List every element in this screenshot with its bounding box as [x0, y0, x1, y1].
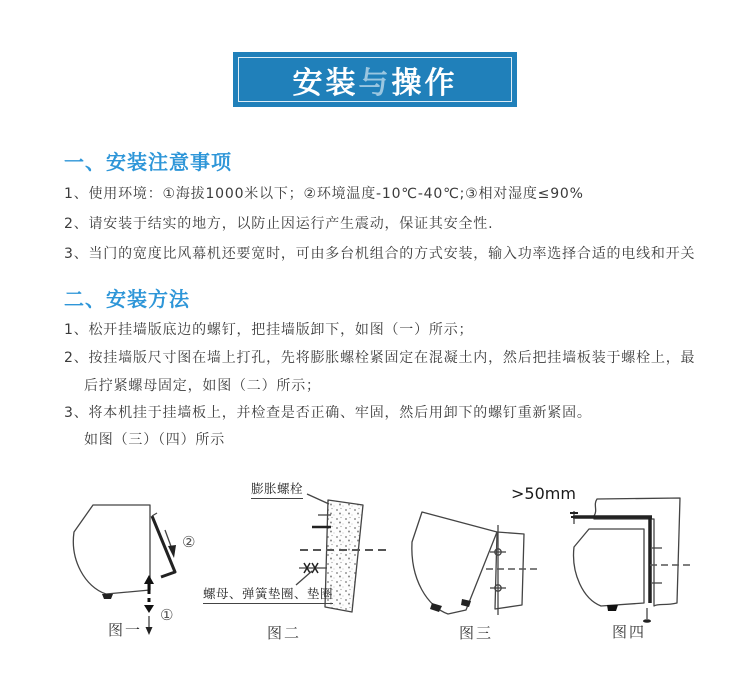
section1-note-2: 2、请安装于结实的地方，以防止因运行产生震动，保证其安全性. [64, 216, 494, 232]
screw-icon-top [570, 511, 578, 524]
section2-step-2-cont: 后拧紧螺母固定，如图（二）所示； [84, 378, 321, 394]
clearance-dimension: >50mm [511, 484, 576, 503]
wall-plate [495, 532, 524, 609]
title-banner-frame [238, 57, 512, 102]
unit-foot [102, 594, 113, 599]
section2-heading: 二、安装方法 [64, 287, 190, 311]
step1-marker: ① [160, 606, 174, 624]
leader-top [307, 494, 329, 504]
unit-foot [607, 605, 618, 611]
figure4-caption: 图四 [612, 623, 647, 641]
section1-note-1: 1、使用环境：①海拔1000米以下；②环境温度-10℃-40℃;③相对湿度≤90% [64, 186, 584, 202]
air-curtain-body-tilted [412, 512, 497, 614]
section1-note-3: 3、当门的宽度比风幕机还要宽时，可由多台机组合的方式安装，输入功率选择合适的电线和开关 [64, 246, 696, 262]
step2-marker: ② [182, 533, 196, 551]
section2-step-3-cont: 如图（三）（四）所示 [84, 432, 225, 448]
banner-title-part2: 与 [358, 65, 392, 101]
figure3-caption: 图三 [459, 624, 494, 642]
section2-step-2: 2、按挂墙版尺寸图在墙上打孔，先将膨胀螺栓紧固定在混凝土内，然后把挂墙板装于螺栓上，最 [64, 350, 696, 366]
expansion-bolt-label: 膨胀螺栓 [251, 479, 303, 499]
nut-washer-label: 螺母、弹簧垫圈、垫圈 [203, 584, 333, 604]
section2-step-3: 3、将本机挂于挂墙板上，并检查是否正确、牢固，然后用卸下的螺钉重新紧固。 [64, 405, 592, 421]
air-curtain-body [73, 505, 150, 594]
air-curtain-body-front [574, 529, 644, 606]
figure1-caption: 图一 [108, 621, 143, 639]
title-banner [233, 52, 517, 107]
banner-title-part1: 安装 [292, 65, 359, 101]
figure2-caption: 图二 [267, 624, 302, 642]
section2-step-1: 1、松开挂墙版底边的螺钉，把挂墙版卸下，如图（一）所示； [64, 322, 474, 338]
leader-bottom [296, 571, 312, 585]
section1-heading: 一、安装注意事项 [64, 150, 232, 174]
arrow-up-head [144, 575, 154, 584]
banner-title-part3: 操作 [391, 65, 458, 101]
